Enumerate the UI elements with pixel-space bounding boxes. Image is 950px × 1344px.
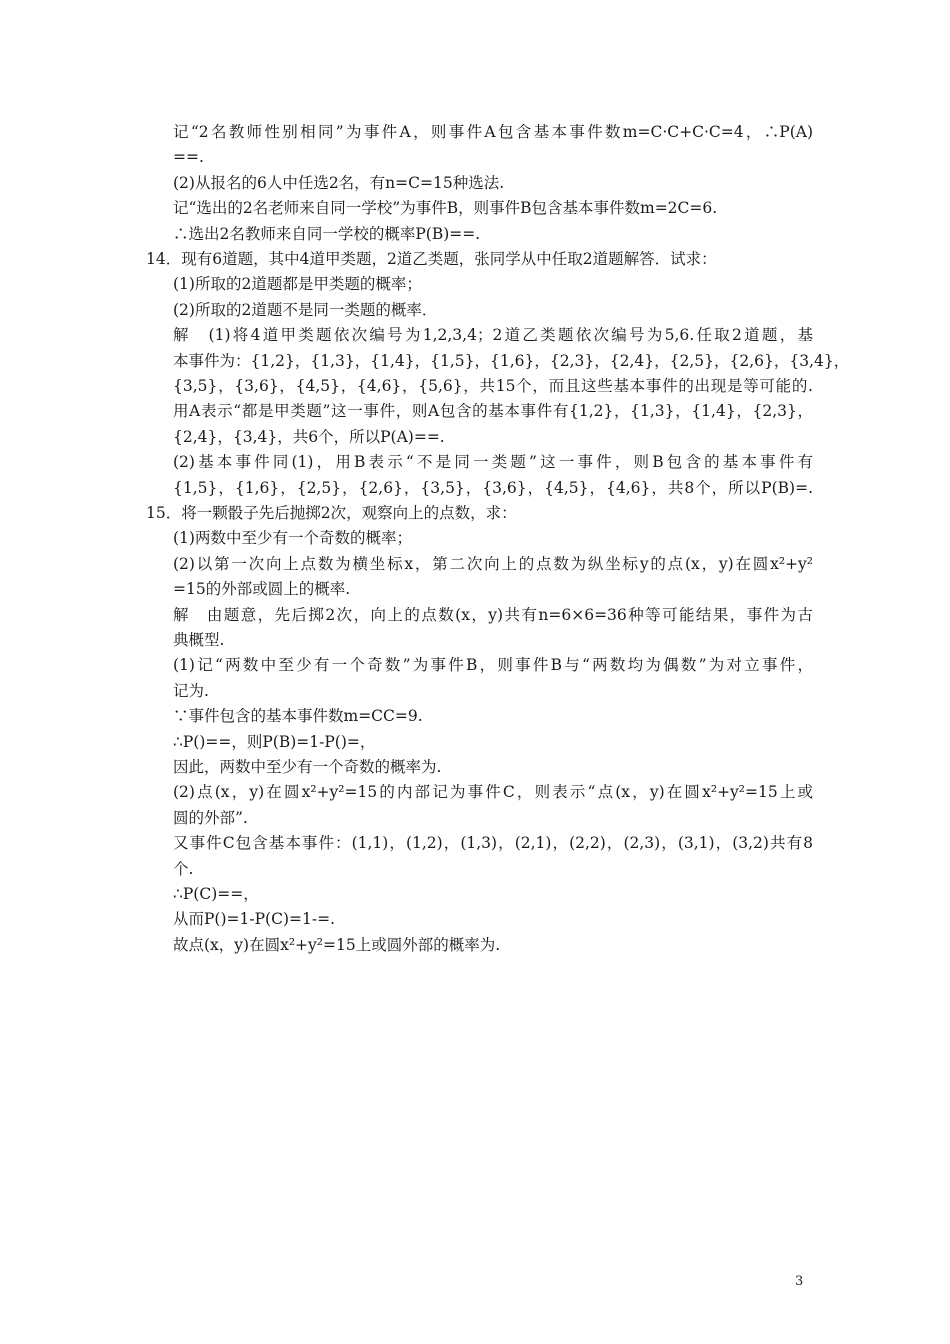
text-line: 记“2名教师性别相同”为事件A，则事件A包含基本事件数m=C·C+C·C=4，∴P(A) (173, 123, 813, 141)
text-line: {1,5}，{1,6}，{2,5}，{2,6}，{3,5}，{3,6}，{4,5}，{4,6}，共8个，所以P(B)=. (173, 478, 813, 497)
text-line: 记为. (173, 681, 209, 700)
text-line: {3,5}，{3,6}，{4,5}，{4,6}，{5,6}，共15个，而且这些基本事件的出现是等可能的. (173, 377, 813, 395)
text-line: ==. (173, 148, 204, 167)
text-line: {2,4}，{3,4}，共6个，所以P(A)==. (173, 427, 445, 446)
text-line: 解 由题意，先后掷2次，向上的点数(x，y)共有n=6×6=36种等可能结果，事件为古 (173, 605, 813, 624)
text-line: 本事件为：{1,2}，{1,3}，{1,4}，{1,5}，{1,6}，{2,3}，{2,4}，{2,5}，{2,6}，{3,4}， (173, 351, 850, 370)
text-line: 从而P()=1-P(C)=1-=. (173, 910, 335, 929)
text-line: 因此，两数中至少有一个奇数的概率为. (173, 758, 442, 776)
text-line: 用A表示“都是甲类题”这一事件，则A包含的基本事件有{1,2}，{1,3}，{1,4}，{2,3}， (173, 402, 813, 421)
text-line: ∴P(C)==， (173, 885, 259, 903)
text-line: (2)基本事件同(1)，用B表示“不是同一类题”这一事件，则B包含的基本事件有 (173, 453, 813, 472)
text-line: (2)从报名的6人中任选2名，有n=C=15种选法. (173, 173, 505, 192)
text-line: ∴选出2名教师来自同一学校的概率P(B)==. (173, 224, 481, 243)
text-line: 典概型. (173, 631, 225, 649)
text-line: 个. (173, 859, 194, 878)
problem-line: 15．将一颗骰子先后抛掷2次，观察向上的点数，求： (146, 504, 517, 522)
text-line: =15的外部或圆上的概率. (173, 580, 351, 599)
text-line: 又事件C包含基本事件：(1,1)，(1,2)，(1,3)，(2,1)，(2,2)，(2,3)，(3,1)，(3,2)共有8 (173, 834, 813, 853)
text-line: 故点(x，y)在圆x²+y²=15上或圆外部的概率为. (173, 935, 501, 954)
text-line: (2)点(x，y)在圆x²+y²=15的内部记为事件C，则表示“点(x，y)在圆x²+y²=15上或 (173, 783, 813, 802)
text-line: (1)两数中至少有一个奇数的概率； (173, 529, 412, 548)
text-line: 记“选出的2名老师来自同一学校”为事件B，则事件B包含基本事件数m=2C=6. (173, 199, 718, 218)
text-line: (1)所取的2道题都是甲类题的概率； (173, 275, 422, 294)
problem-line: 14．现有6道题，其中4道甲类题，2道乙类题，张同学从中任取2道题解答．试求： (146, 250, 717, 268)
text-line: (2)所取的2道题不是同一类题的概率． (173, 300, 438, 319)
text-line: 圆的外部”. (173, 808, 248, 827)
page-number: 3 (795, 1274, 804, 1289)
text-line: (2)以第一次向上点数为横坐标x，第二次向上的点数为纵坐标y的点(x，y)在圆x²+y² (173, 554, 813, 573)
text-line: (1)记“两数中至少有一个奇数”为事件B，则事件B与“两数均为偶数”为对立事件， (173, 656, 813, 675)
text-line: ∵事件包含的基本事件数m=CC=9. (173, 707, 423, 726)
text-line: 解 (1)将4道甲类题依次编号为1,2,3,4；2道乙类题依次编号为5,6.任取2道题，基 (173, 326, 813, 345)
text-line: ∴P()==，则P(B)=1-P()=， (173, 732, 376, 751)
